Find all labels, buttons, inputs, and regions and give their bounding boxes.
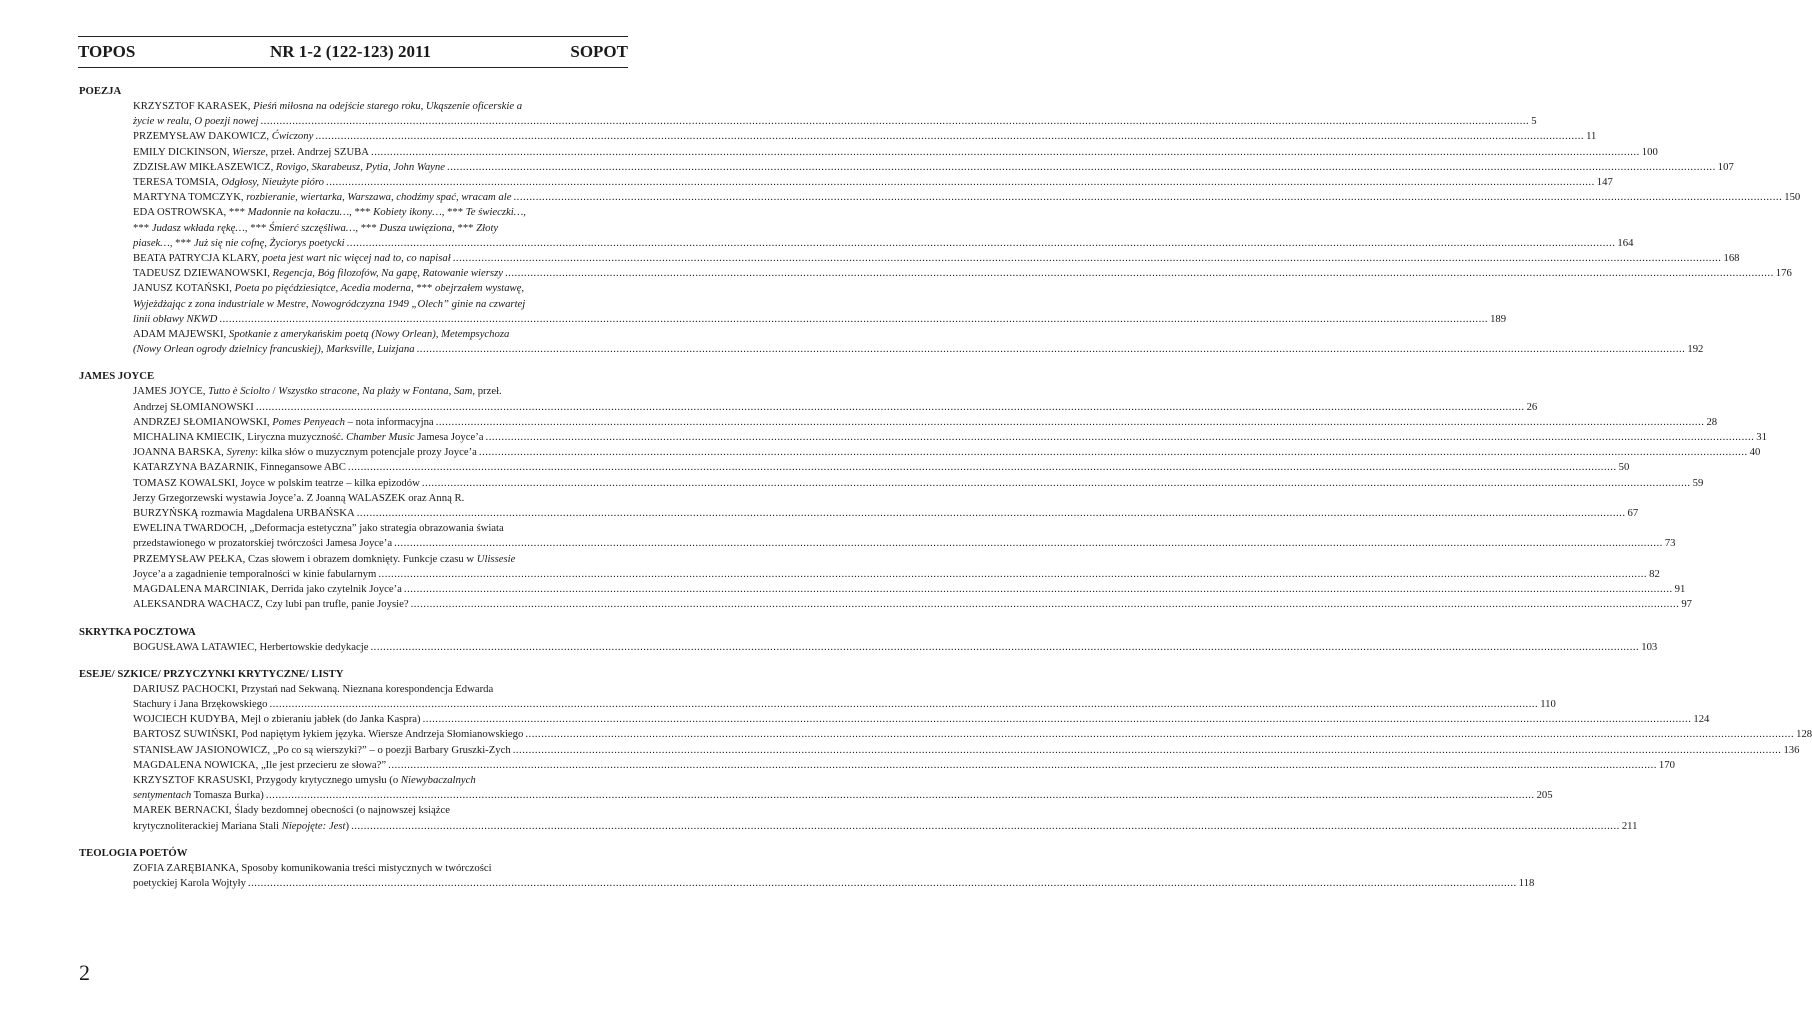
dot-leader: ................................................................................................................................................................................................................................................................................................................................................................................................................	[378, 567, 1648, 580]
entry-text	[133, 862, 492, 874]
entry-line	[133, 114, 1537, 129]
toc-entry[interactable]	[79, 175, 1613, 190]
dot-leader: ................................................................................................................................................................................................................................................................................................................................................................................................................	[356, 507, 1626, 520]
entry-text	[133, 100, 522, 112]
entry-line	[133, 727, 1812, 742]
entry-text	[133, 385, 502, 397]
dot-leader: ................................................................................................................................................................................................................................................................................................................................................................................................................	[525, 728, 1795, 741]
title-italic: obejrzałem wystawę,	[435, 282, 525, 295]
toc-entry[interactable]	[79, 445, 1761, 460]
entry-text	[133, 400, 254, 415]
entry-text	[133, 683, 493, 695]
toc-entry[interactable]	[79, 190, 1801, 205]
entry-line	[133, 567, 1660, 582]
entry-line	[133, 582, 1686, 597]
entry-segment: EMILY DICKINSON,	[133, 145, 233, 158]
entry-segment: ***	[133, 221, 152, 234]
dot-leader: ................................................................................................................................................................................................................................................................................................................................................................................................................	[269, 697, 1539, 710]
entry-segment: JANUSZ KOTAŃSKI,	[133, 282, 235, 295]
toc-entry[interactable]	[79, 758, 1675, 773]
title-italic: Te świeczki…	[465, 206, 524, 219]
entry-line	[133, 445, 1761, 460]
entry-line	[133, 129, 1597, 144]
entry-segment: MICHALINA KMIECIK, Liryczna muzyczność.	[133, 431, 347, 444]
entry-page-number: 124	[1693, 713, 1710, 726]
entry-page-number: 59	[1692, 476, 1704, 489]
entry-segment: STANISŁAW JASIONOWICZ, „Po co są wierszyki?” – o poezji Barbary Gruszki-Zych	[133, 743, 511, 756]
entry-segment: krytycznoliterackiej Mariana Stali	[133, 819, 282, 832]
entry-segment: , ***	[452, 221, 477, 234]
entry-segment: )	[345, 819, 350, 832]
entry-segment: MAGDALENA MARCINIAK, Derrida jako czytelnik Joyce’a	[133, 583, 402, 596]
title-italic: linii obławy NKWD	[133, 312, 218, 325]
entry-line	[133, 697, 1556, 712]
title-italic: Pieśń miłosna na odejście starego roku, Ukąszenie oficerskie a	[253, 100, 523, 112]
entry-text	[133, 522, 504, 534]
section-title: TEOLOGIA POETÓW	[79, 846, 188, 859]
title-italic: Niepojęte: Jest	[281, 819, 346, 832]
toc-entry[interactable]	[79, 460, 1630, 475]
entry-segment: ALEKSANDRA WACHACZ, Czy lubi pan trufle, panie Joysie?	[133, 598, 409, 611]
dot-leader: ................................................................................................................................................................................................................................................................................................................................................................................................................	[265, 789, 1535, 802]
entry-page-number: 91	[1674, 583, 1686, 596]
title-italic: poeta jest wart nic więcej nad to, co napisał	[262, 252, 451, 265]
entry-text	[133, 328, 509, 340]
entry-segment: , ***	[244, 221, 269, 234]
dot-leader: ................................................................................................................................................................................................................................................................................................................................................................................................................	[346, 236, 1616, 249]
toc-entry[interactable]	[79, 803, 1638, 833]
entry-line	[133, 430, 1767, 445]
entry-segment: /	[269, 385, 279, 398]
entry-text	[133, 190, 511, 205]
entry-text	[133, 206, 526, 218]
dot-leader: ................................................................................................................................................................................................................................................................................................................................................................................................................	[260, 115, 1530, 128]
entry-line	[133, 861, 632, 876]
entry-text	[133, 445, 477, 460]
dot-leader: ................................................................................................................................................................................................................................................................................................................................................................................................................	[255, 400, 1525, 413]
entry-text	[133, 160, 445, 175]
entry-segment: ZDZISŁAW MIKŁASZEWICZ,	[133, 160, 276, 173]
entry-text	[133, 506, 355, 521]
dot-leader: ................................................................................................................................................................................................................................................................................................................................................................................................................	[315, 130, 1585, 143]
title-italic: życie w realu, O poezji nowej	[133, 115, 259, 128]
entry-page-number: 189	[1490, 312, 1507, 325]
entry-page-number: 164	[1617, 236, 1634, 249]
entry-page-number: 82	[1649, 567, 1660, 580]
entry-text	[133, 876, 246, 891]
journal-title: TOPOS	[78, 42, 136, 61]
entry-segment: JOANNA BARSKA,	[133, 446, 227, 459]
entry-text	[133, 743, 511, 758]
entry-line	[133, 160, 1734, 175]
title-italic: Niewybaczalnych	[400, 773, 476, 786]
entry-line	[133, 251, 1740, 266]
entry-segment: Tomasza Burka)	[191, 789, 264, 802]
entry-line	[133, 743, 1800, 758]
entry-segment: : kilka słów o muzycznym potencjale prozy Joyce’a	[255, 446, 477, 459]
entry-line	[133, 521, 632, 536]
entry-segment: , ***	[441, 206, 466, 219]
toc-entry[interactable]	[79, 521, 1676, 551]
entry-line	[133, 297, 632, 312]
entry-page-number: 136	[1783, 743, 1800, 756]
section-title: SKRYTKA POCZTOWA	[79, 625, 196, 638]
entry-page-number: 26	[1526, 400, 1538, 413]
entry-segment: EDA OSTROWSKA, ***	[133, 206, 248, 219]
entry-line	[133, 819, 1638, 834]
dot-leader: ................................................................................................................................................................................................................................................................................................................................................................................................................	[512, 743, 1782, 756]
entry-page-number: 100	[1641, 145, 1658, 158]
dot-leader: ................................................................................................................................................................................................................................................................................................................................................................................................................	[371, 145, 1640, 158]
entry-text	[133, 114, 258, 129]
entry-text	[133, 129, 313, 144]
table-of-contents	[79, 84, 1812, 903]
title-italic: sentymentach	[133, 789, 192, 802]
title-italic: Judasz wkłada rękę…	[151, 221, 245, 234]
dot-leader: ................................................................................................................................................................................................................................................................................................................................................................................................................	[416, 343, 1686, 356]
journal-header	[78, 36, 628, 68]
entry-segment: Stachury i Jana Brzękowskiego	[133, 697, 268, 710]
entry-page-number: 11	[1586, 130, 1597, 143]
toc-entry[interactable]	[79, 145, 1658, 160]
title-italic: Rovigo, Skarabeusz, Pytia, John Wayne	[275, 160, 446, 173]
entry-line	[133, 491, 632, 506]
entry-line	[133, 99, 632, 114]
entry-segment: KATARZYNA BAZARNIK, Finnegansowe ABC	[133, 461, 346, 474]
entry-line	[133, 415, 1718, 430]
toc-entry[interactable]	[79, 251, 1740, 266]
toc-entry[interactable]	[79, 266, 1792, 281]
dot-leader: ................................................................................................................................................................................................................................................................................................................................................................................................................	[370, 640, 1640, 653]
entry-segment: KRZYSZTOF KRASUSKI, Przygody krytycznego umysłu (o	[133, 773, 401, 786]
entry-page-number: 205	[1536, 789, 1553, 802]
entry-segment: MAGDALENA NOWICKA, „Ile jest przecieru ze słowa?”	[133, 758, 387, 771]
entry-page-number: 147	[1596, 176, 1613, 189]
entry-page-number: 28	[1706, 415, 1718, 428]
dot-leader: ................................................................................................................................................................................................................................................................................................................................................................................................................	[422, 713, 1692, 726]
title-italic: Spotkanie z amerykańskim poetą (Nowy Orlean), Metempsychoza	[228, 328, 510, 341]
toc-entry[interactable]	[79, 682, 1556, 712]
toc-entry[interactable]	[79, 327, 1704, 357]
title-italic: piasek…	[133, 236, 170, 249]
toc-section	[79, 625, 1658, 655]
entry-text	[133, 492, 464, 504]
entry-segment: MARTYNA TOMCZYK,	[133, 191, 247, 204]
entry-line	[133, 312, 1507, 327]
entry-page-number: 73	[1664, 537, 1676, 550]
toc-entry[interactable]	[79, 384, 1538, 414]
title-italic: Śmierć szczęśliwa…	[268, 221, 356, 234]
title-italic: Odgłosy, Nieużyte pióro	[221, 176, 325, 189]
title-italic: Kobiety ikony…	[373, 206, 442, 219]
entry-text	[133, 175, 324, 190]
entry-segment: Joyce’a a zagadnienie temporalności w kinie fabularnym	[133, 567, 377, 580]
toc-entry[interactable]	[79, 129, 1597, 144]
toc-entry[interactable]	[79, 99, 1537, 129]
entry-text	[133, 727, 523, 742]
entry-segment: TERESA TOMSIA,	[133, 176, 222, 189]
toc-section	[79, 84, 1801, 357]
entry-page-number: 67	[1627, 507, 1639, 520]
dot-leader: ................................................................................................................................................................................................................................................................................................................................................................................................................	[326, 176, 1595, 189]
toc-entry[interactable]	[79, 773, 1553, 803]
entry-segment: BARTOSZ SUWIŃSKI, Pod napiętym łykiem języka. Wiersze Andrzeja Słomianowskiego	[133, 728, 524, 741]
entry-page-number: 50	[1618, 461, 1630, 474]
toc-entry[interactable]	[79, 582, 1686, 597]
entry-segment: Andrzej SŁOMIANOWSKI	[133, 400, 254, 413]
entry-line	[133, 400, 1538, 415]
title-italic: Madonnie na kołaczu…	[247, 206, 350, 219]
entry-text	[133, 282, 524, 294]
entry-text	[133, 251, 451, 266]
entry-text	[133, 640, 368, 655]
dot-leader: ................................................................................................................................................................................................................................................................................................................................................................................................................	[347, 461, 1617, 474]
title-italic: Wszystko stracone, Na plaży w Fontana, Sam	[278, 385, 473, 398]
entry-text	[133, 582, 402, 597]
entry-text	[133, 804, 450, 816]
entry-line	[133, 476, 1704, 491]
entry-segment: Jamesa Joyce’a	[414, 431, 484, 444]
entry-segment: WOJCIECH KUDYBA, Mejl o zbieraniu jabłek (do Janka Kaspra)	[133, 713, 421, 726]
entry-line	[133, 460, 1630, 475]
toc-entry[interactable]	[79, 491, 1639, 521]
entry-page-number: 97	[1681, 598, 1693, 611]
entry-text	[133, 460, 346, 475]
dot-leader: ................................................................................................................................................................................................................................................................................................................................................................................................................	[485, 431, 1755, 444]
entry-segment: TADEUSZ DZIEWANOWSKI,	[133, 267, 273, 280]
entry-line	[133, 876, 1535, 891]
entry-page-number: 128	[1796, 728, 1812, 741]
entry-page-number: 31	[1756, 431, 1767, 444]
dot-leader: ................................................................................................................................................................................................................................................................................................................................................................................................................	[351, 819, 1620, 832]
entry-page-number: 192	[1687, 343, 1704, 356]
toc-entry[interactable]	[79, 712, 1710, 727]
entry-text	[133, 266, 503, 281]
entry-line	[133, 788, 1553, 803]
title-italic: Poeta po pięćdziesiątce, Acedia moderna	[234, 282, 411, 295]
toc-entry[interactable]	[79, 415, 1718, 430]
toc-entry[interactable]	[79, 597, 1693, 612]
entry-text	[133, 342, 415, 357]
entry-line	[133, 145, 1658, 160]
entry-line	[133, 205, 632, 220]
entry-text	[133, 712, 421, 727]
toc-entry[interactable]	[79, 727, 1812, 742]
section-title: POEZJA	[79, 85, 122, 97]
title-italic: Złoty	[476, 221, 499, 234]
entry-text	[133, 312, 217, 327]
dot-leader: ................................................................................................................................................................................................................................................................................................................................................................................................................	[219, 312, 1489, 325]
entry-page-number: 168	[1723, 252, 1740, 265]
toc-entry[interactable]	[79, 205, 1634, 251]
dot-leader: ................................................................................................................................................................................................................................................................................................................................................................................................................	[410, 598, 1680, 611]
entry-page-number: 107	[1717, 160, 1734, 173]
entry-segment: przedstawionego w prozatorskiej twórczości Jamesa Joyce’a	[133, 537, 393, 550]
entry-line	[133, 236, 1634, 251]
entry-text	[133, 536, 392, 551]
title-italic: rozbieranie, wiertarka, Warszawa, chodźmy spać, wracam ale	[246, 191, 512, 204]
entry-line	[133, 175, 1613, 190]
entry-segment: BOGUSŁAWA LATAWIEC, Herbertowskie dedykacje	[133, 640, 369, 653]
entry-segment: MAREK BERNACKI, Ślady bezdomnej obecności (o najnowszej książce	[133, 804, 450, 817]
entry-line	[133, 342, 1704, 357]
entry-line	[133, 266, 1792, 281]
entry-segment: PRZEMYSŁAW PEŁKA, Czas słowem i obrazem domknięty. Funkcje czasu w	[133, 552, 477, 565]
entry-segment: , przeł. Andrzej SZUBA	[265, 145, 370, 158]
toc-entry[interactable]	[79, 861, 1535, 891]
dot-leader: ................................................................................................................................................................................................................................................................................................................................................................................................................	[435, 415, 1705, 428]
dot-leader: ................................................................................................................................................................................................................................................................................................................................................................................................................	[394, 537, 1663, 550]
entry-segment: ADAM MAJEWSKI,	[133, 328, 229, 341]
entry-text	[133, 819, 349, 834]
entry-line	[133, 773, 632, 788]
toc-entry[interactable]	[79, 476, 1704, 491]
entry-segment: , ***	[355, 221, 380, 234]
entry-page-number: 170	[1658, 758, 1675, 771]
entry-line	[133, 640, 1658, 655]
entry-segment: KRZYSZTOF KARASEK,	[133, 100, 254, 112]
entry-text	[133, 788, 264, 803]
title-italic: Wiersze	[232, 145, 266, 158]
dot-leader: ................................................................................................................................................................................................................................................................................................................................................................................................................	[452, 252, 1722, 265]
entry-text	[133, 567, 376, 582]
entry-segment: Jerzy Grzegorzewski wystawia Joyce’a. Z Joanną WALASZEK oraz Anną R.	[133, 491, 465, 504]
title-italic: Pomes Penyeach	[272, 415, 345, 428]
entry-text	[133, 597, 409, 612]
toc-section	[79, 369, 1767, 612]
entry-segment: BURZYŃSKĄ rozmawia Magdalena URBAŃSKA	[133, 507, 355, 520]
entry-line	[133, 552, 632, 567]
toc-entry[interactable]	[79, 160, 1734, 175]
title-italic: Dusza uwięziona	[379, 221, 453, 234]
entry-text	[133, 236, 345, 251]
dot-leader: ................................................................................................................................................................................................................................................................................................................................................................................................................	[403, 583, 1673, 596]
entry-segment: poetyckiej Karola Wojtyły	[133, 876, 246, 889]
entry-text	[133, 222, 498, 234]
entry-line	[133, 221, 632, 236]
entry-line	[133, 758, 1675, 773]
toc-entry[interactable]	[79, 552, 1660, 582]
entry-segment: , przeł.	[472, 385, 502, 398]
dot-leader: ................................................................................................................................................................................................................................................................................................................................................................................................................	[513, 191, 1783, 204]
title-italic: Już się nie cofnę, Życiorys poetycki	[193, 236, 345, 249]
entry-segment: – nota informacyjna	[344, 415, 434, 428]
toc-entry[interactable]	[79, 640, 1658, 655]
entry-page-number: 110	[1540, 697, 1556, 710]
entry-line	[133, 803, 632, 818]
dot-leader: ................................................................................................................................................................................................................................................................................................................................................................................................................	[421, 476, 1691, 489]
title-italic: Ćwiczony	[271, 130, 314, 143]
entry-line	[133, 682, 632, 697]
entry-segment: ANDRZEJ SŁOMIANOWSKI,	[133, 415, 273, 428]
title-italic: Regencja, Bóg filozofów, Na gapę, Ratowanie wierszy	[272, 267, 503, 280]
entry-segment: ZOFIA ZARĘBIANKA, Sposoby komunikowania treści mistycznych w twórczości	[133, 861, 492, 874]
dot-leader: ................................................................................................................................................................................................................................................................................................................................................................................................................	[247, 876, 1517, 889]
dot-leader: ................................................................................................................................................................................................................................................................................................................................................................................................................	[447, 160, 1716, 173]
entry-line	[133, 712, 1710, 727]
entry-page-number: 118	[1518, 876, 1535, 889]
entry-page-number: 150	[1784, 191, 1801, 204]
toc-section	[79, 667, 1812, 834]
issue-number: NR 1-2 (122-123) 2011	[270, 42, 432, 61]
entry-line	[133, 190, 1801, 205]
entry-line	[133, 506, 1639, 521]
entry-line	[133, 384, 632, 399]
page-number: 2	[79, 960, 90, 985]
entry-text	[133, 758, 386, 773]
entry-text	[133, 697, 267, 712]
entry-text	[133, 774, 476, 786]
toc-entry[interactable]	[79, 430, 1767, 445]
journal-city: SOPOT	[570, 42, 628, 61]
title-italic: (Nowy Orlean ogrody dzielnicy francuskiej), Marksville, Luizjana	[133, 343, 415, 356]
entry-segment: , ***	[410, 282, 436, 295]
entry-line	[133, 327, 632, 342]
title-italic: Syreny	[226, 446, 256, 459]
toc-section	[79, 846, 1535, 891]
title-italic: Chamber Music	[346, 431, 415, 444]
entry-segment: ,	[523, 206, 526, 219]
title-italic: Ulissesie	[476, 552, 516, 565]
entry-segment: , ***	[349, 206, 374, 219]
toc-entry[interactable]	[79, 281, 1507, 327]
entry-line	[133, 536, 1676, 551]
entry-text	[133, 298, 525, 310]
entry-segment: DARIUSZ PACHOCKI, Przystań nad Sekwaną. Nieznana korespondencja Edwarda	[133, 682, 494, 695]
entry-text	[133, 145, 369, 160]
entry-page-number: 5	[1531, 115, 1537, 128]
entry-segment: JAMES JOYCE,	[133, 385, 209, 398]
entry-segment: EWELINA TWARDOCH, „Deformacja estetyczna” jako strategia obrazowania świata	[133, 522, 504, 535]
dot-leader: ................................................................................................................................................................................................................................................................................................................................................................................................................	[478, 446, 1748, 459]
entry-segment: BEATA PATRYCJA KLARY,	[133, 252, 263, 265]
entry-page-number: 211	[1621, 819, 1638, 832]
title-italic: Wyjeżdżając z zona industriale w Mestre, Nowogródczyzna 1949 „Olech” ginie na czwartej	[133, 297, 526, 310]
entry-text	[133, 415, 434, 430]
entry-page-number: 103	[1641, 640, 1658, 653]
entry-text	[133, 430, 484, 445]
entry-segment: PRZEMYSŁAW DAKOWICZ,	[133, 130, 272, 143]
section-title: ESEJE/ SZKICE/ PRZYCZYNKI KRYTYCZNE/ LISTY	[79, 667, 344, 680]
dot-leader: ................................................................................................................................................................................................................................................................................................................................................................................................................	[505, 267, 1774, 280]
entry-segment: , ***	[169, 236, 194, 249]
entry-segment: TOMASZ KOWALSKI, Joyce w polskim teatrze – kilka epizodów	[133, 476, 420, 489]
dot-leader: ................................................................................................................................................................................................................................................................................................................................................................................................................	[388, 758, 1657, 771]
entry-page-number: 40	[1749, 446, 1761, 459]
entry-line	[133, 281, 632, 296]
entry-text	[133, 553, 515, 565]
entry-text	[133, 476, 420, 491]
entry-page-number: 176	[1775, 267, 1792, 280]
entry-line	[133, 597, 1693, 612]
toc-entry[interactable]	[79, 743, 1800, 758]
title-italic: Tutto è Sciolto	[208, 385, 270, 398]
section-title: JAMES JOYCE	[79, 370, 155, 383]
